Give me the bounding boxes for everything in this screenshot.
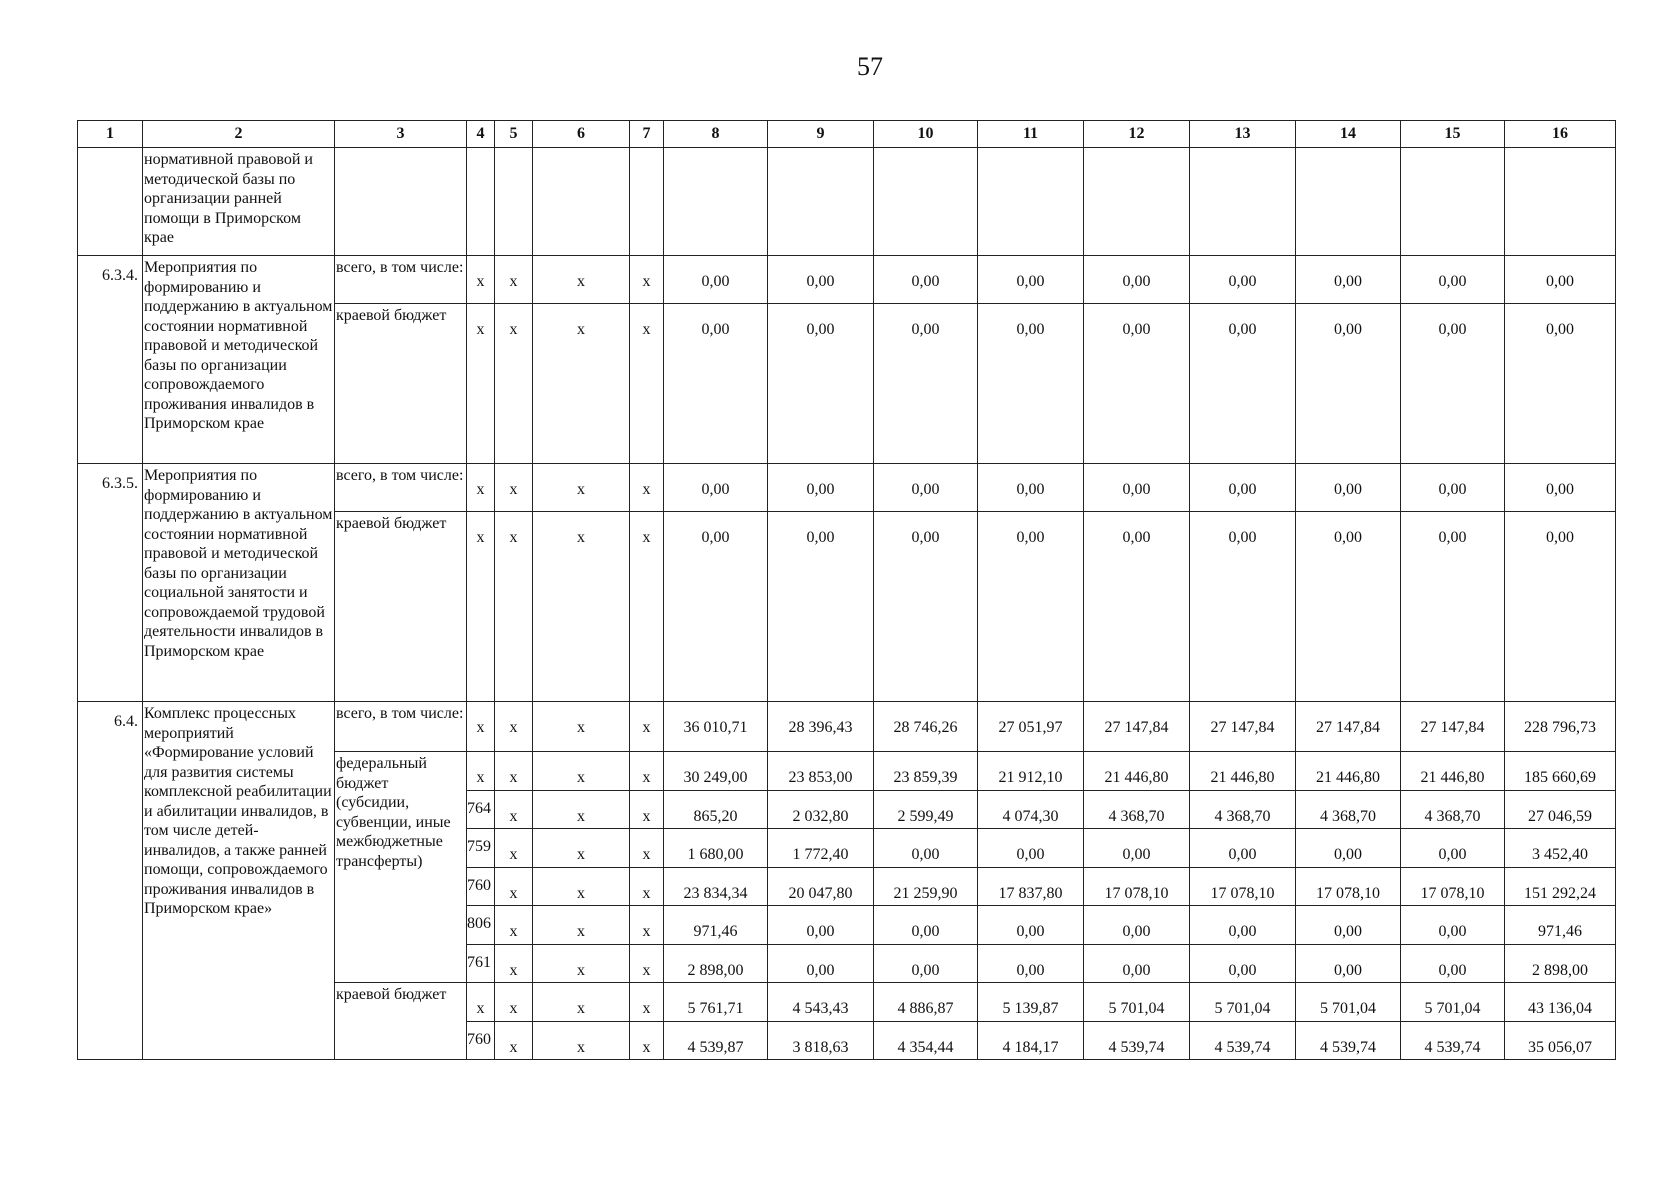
value-col16: 185 660,69 [1505,752,1616,791]
empty-col6 [533,148,630,256]
value-col14: 27 147,84 [1296,702,1401,752]
column-header-12: 12 [1084,121,1190,148]
column-header-2: 2 [143,121,335,148]
col7-cell: x [630,1021,664,1060]
column-header-3: 3 [335,121,467,148]
value-col9: 20 047,80 [768,867,874,906]
value-col15: 0,00 [1401,256,1505,304]
value-col15: 0,00 [1401,304,1505,464]
value-col8: 0,00 [664,304,768,464]
value-col12: 17 078,10 [1084,867,1190,906]
value-col12: 21 446,80 [1084,752,1190,791]
col6-cell: x [533,983,630,1022]
value-col8: 0,00 [664,256,768,304]
col5-cell: x [495,867,533,906]
budget-table [77,120,1616,1060]
value-col10: 0,00 [874,464,978,512]
column-header-16: 16 [1505,121,1616,148]
value-col14: 0,00 [1296,829,1401,868]
empty-col16 [1505,148,1616,256]
empty-col7 [630,148,664,256]
value-col11: 5 139,87 [978,983,1084,1022]
value-col10: 23 859,39 [874,752,978,791]
col6-cell: x [533,464,630,512]
item-index: 6.3.4. [78,256,143,464]
empty-col13 [1190,148,1296,256]
value-col13: 5 701,04 [1190,983,1296,1022]
value-col8: 23 834,34 [664,867,768,906]
funding-source: краевой бюджет [335,512,467,702]
col7-cell: x [630,790,664,829]
value-col14: 4 539,74 [1296,1021,1401,1060]
column-header-4: 4 [467,121,495,148]
column-header-5: 5 [495,121,533,148]
value-col8: 5 761,71 [664,983,768,1022]
value-col16: 43 136,04 [1505,983,1616,1022]
funding-source-federal: федеральный бюджет (субсидии, субвенции, иные межбюджетные трансферты) [335,752,467,983]
value-col13: 4 368,70 [1190,790,1296,829]
column-header-11: 11 [978,121,1084,148]
item-index: 6.3.5. [78,464,143,702]
value-col12: 5 701,04 [1084,983,1190,1022]
col4-cell: x [467,512,495,702]
value-col16: 3 452,40 [1505,829,1616,868]
value-col16: 0,00 [1505,304,1616,464]
value-col9: 0,00 [768,304,874,464]
value-col16: 27 046,59 [1505,790,1616,829]
column-header-7: 7 [630,121,664,148]
col7-cell: x [630,464,664,512]
value-col12: 27 147,84 [1084,702,1190,752]
column-header-15: 15 [1401,121,1505,148]
value-col9: 4 543,43 [768,983,874,1022]
value-col9: 1 772,40 [768,829,874,868]
value-col11: 4 184,17 [978,1021,1084,1060]
value-col13: 0,00 [1190,512,1296,702]
col5-cell: x [495,944,533,983]
value-col15: 17 078,10 [1401,867,1505,906]
col5-cell: x [495,829,533,868]
col4-cell: x [467,702,495,752]
index-cell [78,148,143,256]
value-col12: 4 539,74 [1084,1021,1190,1060]
table-row [78,148,1616,256]
col6-cell: x [533,512,630,702]
value-col11: 0,00 [978,304,1084,464]
col5-cell: x [495,790,533,829]
value-col11: 0,00 [978,464,1084,512]
value-col10: 0,00 [874,829,978,868]
value-col15: 27 147,84 [1401,702,1505,752]
col6-cell: x [533,867,630,906]
item-name: Комплекс процессных мероприятий «Формирование условий для развития системы комплексной реабилитации и абилитации инвалидов, в том числе детей-инвалидов, а также ранней помощи, сопровождаемого проживания инвалидов в Приморском крае» [143,702,335,1060]
value-col10: 28 746,26 [874,702,978,752]
value-col10: 0,00 [874,906,978,945]
value-col16: 151 292,24 [1505,867,1616,906]
item-name: Мероприятия по формированию и поддержанию в актуальном состоянии нормативной правовой и методической базы по организации социальной занятости и сопровождаемой трудовой деятельности инвалидов в Приморском крае [143,464,335,702]
value-col15: 4 368,70 [1401,790,1505,829]
col5-cell: x [495,464,533,512]
value-col14: 0,00 [1296,464,1401,512]
value-col13: 17 078,10 [1190,867,1296,906]
col6-cell: x [533,829,630,868]
value-col9: 0,00 [768,906,874,945]
value-col15: 0,00 [1401,944,1505,983]
value-col8: 2 898,00 [664,944,768,983]
table-row [78,464,1616,512]
value-col10: 0,00 [874,944,978,983]
value-col9: 0,00 [768,944,874,983]
value-col10: 0,00 [874,304,978,464]
value-col11: 0,00 [978,256,1084,304]
value-col12: 0,00 [1084,256,1190,304]
value-col12: 0,00 [1084,304,1190,464]
value-col14: 0,00 [1296,304,1401,464]
column-header-9: 9 [768,121,874,148]
header-row [78,121,1616,148]
col5-cell: x [495,304,533,464]
value-col9: 0,00 [768,512,874,702]
col7-cell: x [630,906,664,945]
value-col14: 0,00 [1296,906,1401,945]
col7-cell: x [630,944,664,983]
col4-cell: 806 [467,906,495,945]
value-col10: 0,00 [874,512,978,702]
col5-cell: x [495,1021,533,1060]
empty-col4 [467,148,495,256]
column-header-13: 13 [1190,121,1296,148]
value-col14: 0,00 [1296,944,1401,983]
value-col8: 971,46 [664,906,768,945]
value-col13: 0,00 [1190,944,1296,983]
value-col13: 0,00 [1190,464,1296,512]
value-col11: 4 074,30 [978,790,1084,829]
empty-col9 [768,148,874,256]
funding-source: всего, в том числе: [335,702,467,752]
value-col8: 0,00 [664,512,768,702]
value-col10: 21 259,90 [874,867,978,906]
value-col14: 4 368,70 [1296,790,1401,829]
col4-cell: 760 [467,867,495,906]
empty-col5 [495,148,533,256]
col7-cell: x [630,304,664,464]
col4-cell: 764 [467,790,495,829]
funding-source-regional: краевой бюджет [335,983,467,1060]
page-number: 57 [857,52,883,81]
value-col13: 0,00 [1190,256,1296,304]
value-col8: 36 010,71 [664,702,768,752]
col6-cell: x [533,752,630,791]
col4-cell: 761 [467,944,495,983]
value-col13: 0,00 [1190,829,1296,868]
col6-cell: x [533,906,630,945]
column-header-6: 6 [533,121,630,148]
col5-cell: x [495,256,533,304]
value-col15: 0,00 [1401,906,1505,945]
col5-cell: x [495,702,533,752]
value-col14: 0,00 [1296,512,1401,702]
column-header-10: 10 [874,121,978,148]
value-col9: 28 396,43 [768,702,874,752]
value-col10: 4 886,87 [874,983,978,1022]
col5-cell: x [495,983,533,1022]
column-header-8: 8 [664,121,768,148]
item-name: нормативной правовой и методической базы по организации ранней помощи в Приморском крае [143,148,335,256]
value-col9: 23 853,00 [768,752,874,791]
col4-cell: x [467,256,495,304]
col4-cell: x [467,304,495,464]
value-col16: 0,00 [1505,464,1616,512]
value-col16: 228 796,73 [1505,702,1616,752]
value-col14: 5 701,04 [1296,983,1401,1022]
value-col16: 2 898,00 [1505,944,1616,983]
value-col16: 971,46 [1505,906,1616,945]
value-col12: 0,00 [1084,464,1190,512]
value-col8: 865,20 [664,790,768,829]
value-col8: 1 680,00 [664,829,768,868]
column-header-14: 14 [1296,121,1401,148]
value-col16: 0,00 [1505,512,1616,702]
item-index: 6.4. [78,702,143,1060]
col7-cell: x [630,512,664,702]
col7-cell: x [630,702,664,752]
value-col12: 0,00 [1084,829,1190,868]
value-col10: 4 354,44 [874,1021,978,1060]
value-col13: 4 539,74 [1190,1021,1296,1060]
value-col13: 27 147,84 [1190,702,1296,752]
value-col12: 0,00 [1084,512,1190,702]
value-col15: 21 446,80 [1401,752,1505,791]
col7-cell: x [630,752,664,791]
col7-cell: x [630,983,664,1022]
empty-col15 [1401,148,1505,256]
value-col11: 0,00 [978,512,1084,702]
value-col8: 0,00 [664,464,768,512]
value-col16: 35 056,07 [1505,1021,1616,1060]
value-col12: 0,00 [1084,944,1190,983]
value-col11: 0,00 [978,829,1084,868]
value-col11: 17 837,80 [978,867,1084,906]
value-col8: 30 249,00 [664,752,768,791]
funding-source: краевой бюджет [335,304,467,464]
value-col15: 4 539,74 [1401,1021,1505,1060]
value-col9: 0,00 [768,464,874,512]
value-col12: 0,00 [1084,906,1190,945]
item-name: Мероприятия по формированию и поддержанию в актуальном состоянии нормативной правовой и методической базы по организации сопровождаемого проживания инвалидов в Приморском крае [143,256,335,464]
col6-cell: x [533,304,630,464]
value-col10: 2 599,49 [874,790,978,829]
table-row [78,256,1616,304]
value-col9: 0,00 [768,256,874,304]
col6-cell: x [533,790,630,829]
value-col13: 0,00 [1190,304,1296,464]
value-col14: 17 078,10 [1296,867,1401,906]
value-col11: 27 051,97 [978,702,1084,752]
col5-cell: x [495,906,533,945]
value-col15: 0,00 [1401,512,1505,702]
value-col15: 5 701,04 [1401,983,1505,1022]
col5-cell: x [495,752,533,791]
funding-source: всего, в том числе: [335,464,467,512]
col7-cell: x [630,829,664,868]
value-col16: 0,00 [1505,256,1616,304]
value-col12: 4 368,70 [1084,790,1190,829]
col4-cell: x [467,752,495,791]
empty-col3 [335,148,467,256]
column-header-1: 1 [78,121,143,148]
col6-cell: x [533,944,630,983]
value-col14: 21 446,80 [1296,752,1401,791]
col5-cell: x [495,512,533,702]
col7-cell: x [630,867,664,906]
col7-cell: x [630,256,664,304]
col4-cell: 759 [467,829,495,868]
value-col9: 2 032,80 [768,790,874,829]
value-col8: 4 539,87 [664,1021,768,1060]
value-col9: 3 818,63 [768,1021,874,1060]
value-col11: 0,00 [978,906,1084,945]
empty-col11 [978,148,1084,256]
value-col15: 0,00 [1401,464,1505,512]
col6-cell: x [533,702,630,752]
col4-cell: 760 [467,1021,495,1060]
col6-cell: x [533,256,630,304]
col4-cell: x [467,464,495,512]
col4-cell: x [467,983,495,1022]
value-col11: 21 912,10 [978,752,1084,791]
empty-col8 [664,148,768,256]
col6-cell: x [533,1021,630,1060]
empty-col14 [1296,148,1401,256]
value-col13: 21 446,80 [1190,752,1296,791]
value-col14: 0,00 [1296,256,1401,304]
value-col10: 0,00 [874,256,978,304]
funding-source: всего, в том числе: [335,256,467,304]
empty-col10 [874,148,978,256]
empty-col12 [1084,148,1190,256]
value-col13: 0,00 [1190,906,1296,945]
table-row [78,702,1616,752]
value-col11: 0,00 [978,944,1084,983]
value-col15: 0,00 [1401,829,1505,868]
